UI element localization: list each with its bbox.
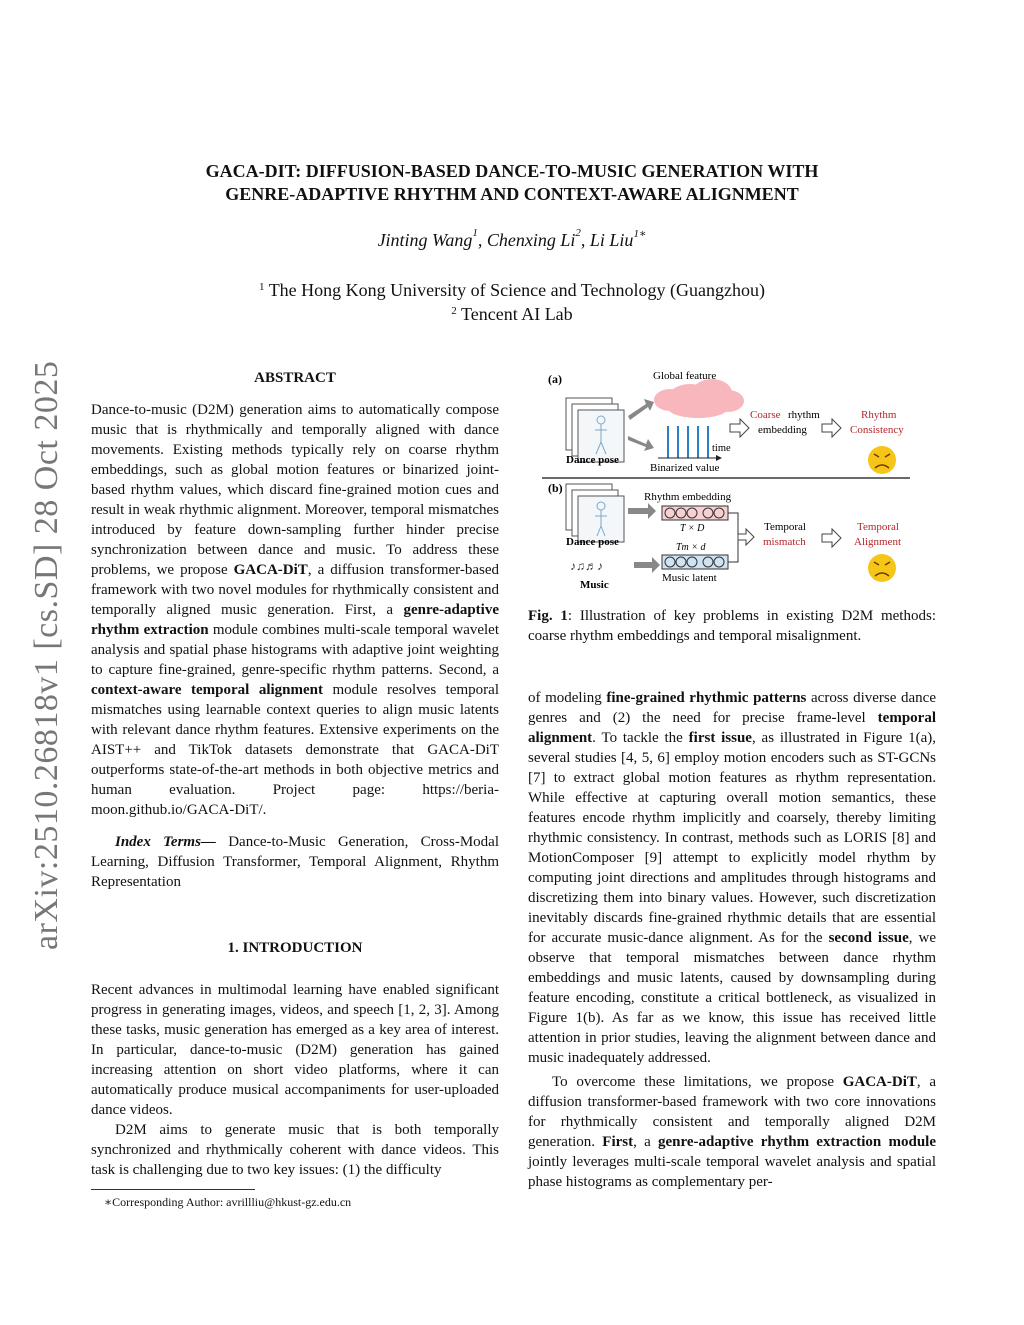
coarse-label: Coarse <box>750 409 781 421</box>
arrow-to-global-feature <box>628 399 654 420</box>
author-sup: 1 <box>472 227 478 239</box>
dance-pose-frames-b <box>566 484 624 542</box>
music-notes-icon <box>570 559 603 573</box>
dance-pose-label-a: Dance pose <box>566 454 619 466</box>
music-label: Music <box>580 579 609 591</box>
music-latent-label: Music latent <box>662 572 717 584</box>
fig-label-b: (b) <box>548 481 563 495</box>
corresponding-author-footnote: ∗Corresponding Author: avrillliu@hkust-gz.edu.cn <box>104 1195 352 1209</box>
rhythm-embedding-label: Rhythm embedding <box>644 491 732 503</box>
fig-label-a: (a) <box>548 372 562 386</box>
temporal-alignment-1: Temporal <box>857 521 899 533</box>
temporal-word: Temporal <box>764 521 806 533</box>
rhythm-consistency-2: Consistency <box>850 424 904 436</box>
arxiv-identifier: arXiv:2510.26818v1 [cs.SD] 28 Oct 2025 <box>28 360 65 950</box>
intro-paragraph-4: To overcome these limitations, we propose GACA-DiT, a diffusion transformer-based framework with two core innovations for rhythmically consistent and temporally aligned D2M generation. First, a genre-adaptive rhythm extraction module jointly leverages multi-scale temporal wavelet analysis and spatial phase histograms as complementary per- <box>528 1074 936 1190</box>
author-sup: 1∗ <box>633 228 647 240</box>
arrow-to-rhythm-embedding <box>628 503 656 519</box>
figure-1 <box>540 366 924 596</box>
txd-label: T × D <box>680 523 705 534</box>
abstract-text: Dance-to-music (D2M) generation aims to automatically compose music that is rhythmically and temporally aligned with dance movements. Existing methods typically rely on coarse rhythm embeddings, such as global motion features or binarized joint-based rhythm values, which discard fine-grained motion cues and result in weak rhythmic alignment. Moreover, temporal mismatches introduced by feature down-sampling further hinder precise synchronization between dance and music. To address these problems, we propose GACA-DiT, a diffusion transformer-based framework with two novel modules for rhythmically consistent and temporally aligned music generation. First, a genre-adaptive rhythm extraction module combines multi-scale temporal wavelet analysis and spatial phase histograms with adaptive joint weighting to capture fine-grained, genre-specific rhythm patterns. Second, a context-aware temporal alignment module resolves temporal mismatches using learnable context queries to align music latents with relevant dance rhythm features. Extensive experiments on the AIST++ and TikTok datasets demonstrate that GACA-DiT outperforms state-of-the-art methods in both objective metrics and human evaluation. Project page: https://beria-moon.github.io/GACA-DiT/. <box>91 402 499 818</box>
arrow-to-consistency <box>822 419 841 437</box>
temporal-alignment-2: Alignment <box>854 536 902 548</box>
introduction-section <box>91 938 499 1180</box>
author-name: Chenxing Li <box>486 230 576 250</box>
binarized-value-label: Binarized value <box>650 462 720 474</box>
affiliation: Tencent AI Lab <box>460 304 573 324</box>
author-list: Jinting Wang$^1$, Chenxing Li$^2$, Li Liu$^{1∗}$ <box>377 227 647 250</box>
embedding-word: embedding <box>758 424 807 436</box>
affil-sup: 2 <box>451 305 457 317</box>
intro-paragraph-2: D2M aims to generate music that is both temporally synchronized and rhythmically coherent with dance videos. This task is challenging due to two key issues: (1) the difficulty <box>91 1122 499 1178</box>
index-terms: Index Terms— Dance-to-Music Generation, Cross-Modal Learning, Diffusion Transformer, Temporal Alignment, Rhythm Representation <box>91 834 499 890</box>
footnote-divider <box>91 1189 255 1190</box>
binarized-bars <box>668 426 708 458</box>
sad-face-icon-b <box>868 554 896 582</box>
paper-title <box>120 160 904 206</box>
affiliations <box>120 278 904 326</box>
global-feature-cloud <box>654 379 744 418</box>
rhythm-consistency-1: Rhythm <box>861 409 897 421</box>
merge-bracket <box>728 513 738 562</box>
dance-pose-label-b: Dance pose <box>566 536 619 548</box>
affil-sup: 1 <box>259 281 265 293</box>
arrow-to-coarse <box>730 419 749 437</box>
rhythm-embedding-block <box>662 506 728 520</box>
tmxd-label: Tm × d <box>676 542 706 553</box>
intro-heading: 1. INTRODUCTION <box>227 940 363 956</box>
arrow-to-alignment <box>822 529 841 547</box>
arrow-to-music-latent <box>634 557 660 573</box>
title-line-2: GENRE-ADAPTIVE RHYTHM AND CONTEXT-AWARE ALIGNMENT <box>225 184 799 204</box>
author-name: Li Liu <box>589 230 634 250</box>
intro-paragraph-1: Recent advances in multimodal learning have enabled significant progress in generating images, videos, and speech [1, 2, 3]. Among these tasks, music generation has emerged as a key area of interest. In particular, dance-to-music (D2M) generation has gained increasing attention on short video platforms, where it can automatically produce musical accompaniments for user-uploaded dance videos. <box>91 982 499 1118</box>
mismatch-word: mismatch <box>763 536 806 548</box>
intro-paragraph-3: of modeling fine-grained rhythmic patterns across diverse dance genres and (2) the need for precise frame-level temporal alignment. To tackle the first issue, as illustrated in Figure 1(a), several studies [4, 5, 6] employ motion encoders such as ST-GCNs [7] to extract global motion features as rhythm representation. While effective at capturing overall motion semantics, these features encode rhythm implicitly and coarsely, thereby limiting rhythmic consistency. In contrast, methods such as LORIS [8] and MotionComposer [9] attempt to explicitly model rhythm by computing joint directions and amplitudes through histograms and discretizing them into binary values. However, such discretization inevitably discards fine-grained rhythmic details that are essential for accurate music-dance alignment. As for the second issue, we observe that temporal mismatches between dance rhythm embeddings and music latents, caused by downsampling during feature encoding, constitute a critical bottleneck, as visualized in Figure 1(b). As far as we know, this issue has received little attention in prior studies, leaving the alignment between dance and music inadequately addressed. <box>528 690 937 1066</box>
author-sup: 2 <box>575 227 581 239</box>
rhythm-word: rhythm <box>788 409 820 421</box>
figure-caption: Fig. 1: Illustration of key problems in existing D2M methods: coarse rhythm embeddings and temporal misalignment. <box>528 608 936 644</box>
svg-text:♪♫♬♪: ♪♫♬♪ <box>570 559 603 573</box>
title-line-1: GACA-DIT: DIFFUSION-BASED DANCE-TO-MUSIC GENERATION WITH <box>205 161 819 181</box>
author-name: Jinting Wang <box>377 230 473 250</box>
arrow-to-mismatch <box>738 529 754 545</box>
global-feature-label: Global feature <box>653 370 717 382</box>
time-label: time <box>712 443 731 454</box>
abstract-section <box>91 368 499 892</box>
music-latent-block <box>662 555 728 569</box>
affiliation: The Hong Kong University of Science and Technology (Guangzhou) <box>268 280 765 300</box>
dance-pose-frames-a <box>566 398 624 462</box>
abstract-heading: ABSTRACT <box>254 370 336 386</box>
arrow-to-binarized <box>628 436 654 451</box>
intro-continued <box>528 688 936 1192</box>
sad-face-icon-a <box>868 446 896 474</box>
